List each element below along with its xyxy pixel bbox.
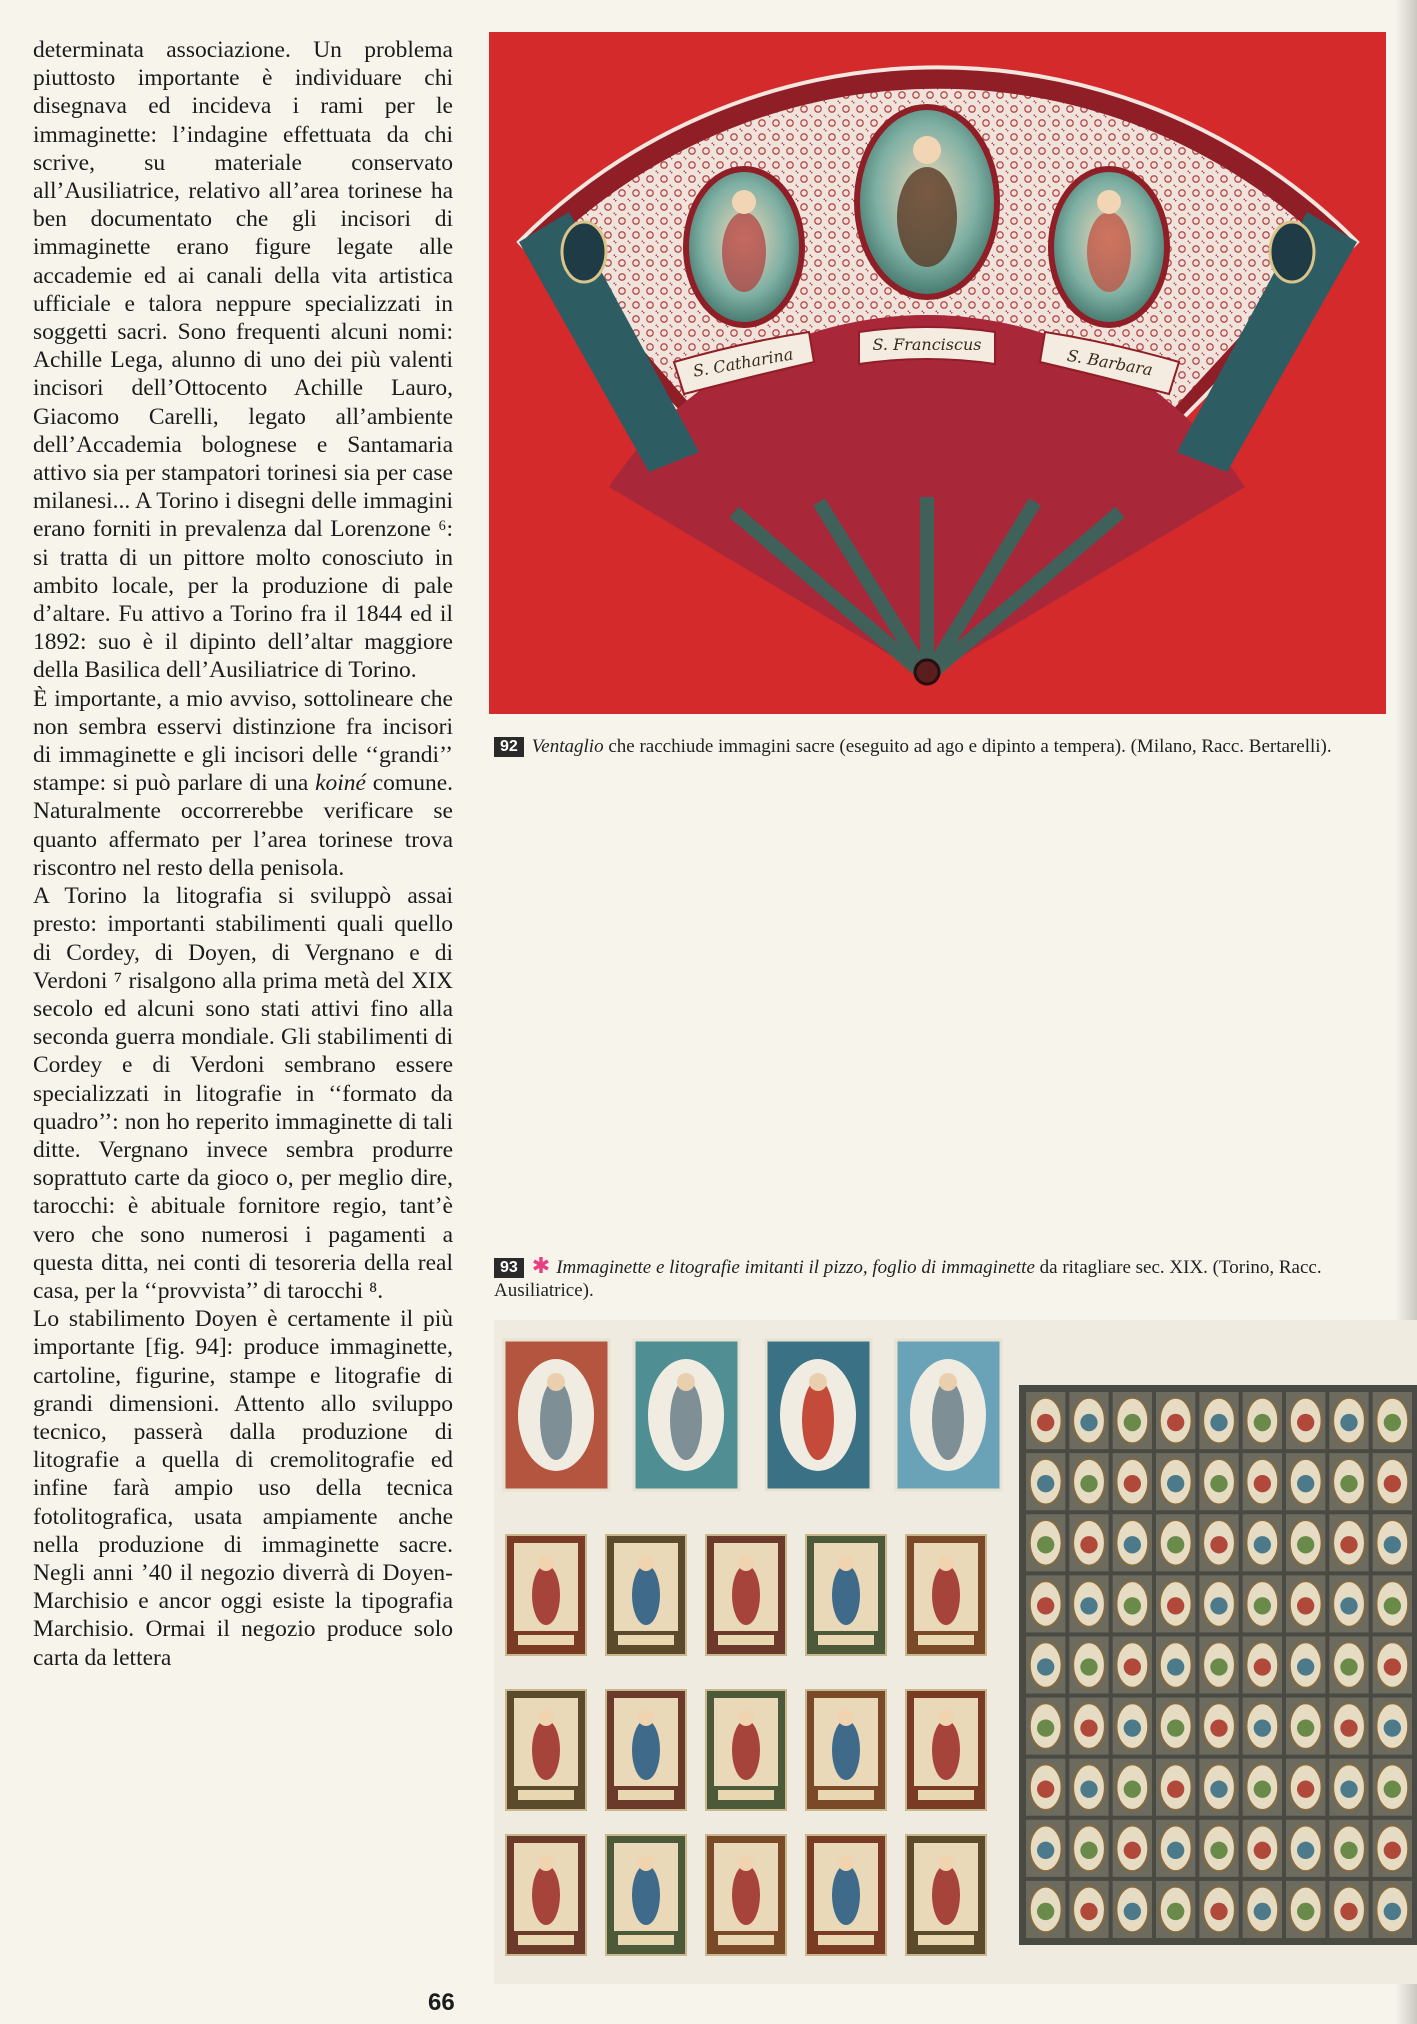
figure-92-number: 92: [494, 737, 524, 757]
saint-card: [906, 1835, 986, 1955]
figure-92-fan-image: [489, 32, 1386, 714]
asterisk-icon: ✱: [531, 1253, 551, 1278]
banner-label-barbara: S. Barbara: [1065, 345, 1155, 380]
lace-card: [504, 1340, 609, 1490]
paragraph-3: A Torino la litografia si sviluppò assai presto: importanti stabilimenti quali quello di Cordey, di Doyen, di Vergnano e di Verdoni ⁷ risalgono alla prima metà del XIX secolo ed alcuni sono stati attivi fino alla seconda guerra mondiale. Gli stabilimenti di Cordey e di Verdoni sembrano essere specializzati in litografie in ‘‘formato da quadro’’: non ho reperito immaginette di tali ditte. Vergnano invece sembra produrre soprattuto carte da gioco o, per meglio dire, tarocchi: è abituale fornitore regio, tant’è vero che sono numerosi i pagamenti a questa ditta, nei conti di tesoreria della real casa, per la ‘‘provvista’’ di tarocchi ⁸.: [33, 883, 453, 1304]
body-text-column: [33, 36, 453, 1672]
figure-93-number: 93: [494, 1258, 524, 1278]
lace-card: [896, 1340, 1001, 1490]
figure-93-caption: [494, 1254, 1384, 1302]
saint-card: [506, 1690, 586, 1810]
page-number: 66: [428, 1989, 455, 2016]
figure-92-caption-text: che racchiude immagini sacre (eseguito ad ago e dipinto a tempera). (Milano, Racc. Bertarelli).: [603, 736, 1332, 757]
saint-card: [906, 1690, 986, 1810]
saint-card: [606, 1535, 686, 1655]
lace-card: [766, 1340, 871, 1490]
saint-card: [806, 1690, 886, 1810]
paragraph-2-b: comune. Naturalmente occorrerebbe verificare se quanto affermato per l’area torinese trova riscontro nel resto della penisola.: [33, 770, 454, 881]
paragraph-2-a: È importante, a mio avviso, sottolineare che non sembra esservi distinzione fra incisori di immaginette e gli incisori delle ‘‘grandi’’ stampe: si può parlare di una: [33, 685, 453, 797]
saint-card: [806, 1835, 886, 1955]
figure-92-caption: [494, 735, 1374, 758]
paragraph-4: Lo stabilimento Doyen è certamente il più importante [fig. 94]: produce immaginette, cartoline, figurine, stampe e litografie di grandi dimensioni. Attento allo sviluppo tecnico, passerà dalla produzione di litografie a quella di cremolitografie ed infine farà ampio uso della tecnica fotolitografica, usata ampiamente anche nella produzione di immaginette sacre. Negli anni ’40 il negozio diverrà di Doyen-Marchisio e ancor oggi esiste la tipografia Marchisio. Ormai il negozio produce solo carta da lettera: [33, 1306, 453, 1671]
saint-card: [806, 1535, 886, 1655]
saint-card: [606, 1835, 686, 1955]
saint-card: [606, 1690, 686, 1810]
figure-93-caption-text: da ritagliare sec. XIX. (Torino, Racc. Ausiliatrice).: [494, 1257, 1322, 1301]
saint-card: [506, 1535, 586, 1655]
paragraph-2: [33, 685, 453, 882]
paragraph-1: determinata associazione. Un problema piuttosto importante è individuare chi disegnava ed incideva i rami per le immaginette: l’indagine effettuata da chi scrive, su materiale conservato all’Ausiliatrice, relativo all’area torinese ha ben documentato che gli incisori di immaginette erano figure legate alle accademie ed ai canali della vita artistica ufficiale e talora neppure specializzati in soggetti sacri. Sono frequenti alcuni nomi: Achille Lega, alunno di uno dei più valenti incisori dell’Ottocento Achille Lauro, Giacomo Carelli, legato all’ambiente dell’Accademia bolognese e Santamaria attivo sia per stampatori torinesi sia per case milanesi... A Torino i disegni delle immagini erano forniti in prevalenza dal Lorenzone ⁶: si tratta di un pittore molto conosciuto in ambito locale, per la produzione di pale d’altare. Fu attivo a Torino fra il 1844 ed il 1892: suo è il dipinto dell’altar maggiore della Basilica dell’Ausiliatrice di Torino.: [33, 37, 453, 684]
saint-card: [706, 1690, 786, 1810]
uncut-sheet-of-cards: [1019, 1385, 1417, 1945]
saint-card: [506, 1835, 586, 1955]
banner-label-catharina: S. Catharina: [691, 344, 795, 381]
saint-card: [706, 1835, 786, 1955]
figure-92-caption-italic: Ventaglio: [531, 736, 604, 757]
banner-label-franciscus: S. Franciscus: [872, 335, 982, 354]
saint-card: [706, 1535, 786, 1655]
paragraph-2-italic: koiné: [315, 770, 366, 797]
figure-93-holy-cards-image: [494, 1320, 1417, 1984]
saint-card: [906, 1535, 986, 1655]
figure-93-caption-italic: Immaginette e litografie imitanti il pizzo, foglio di immaginette: [556, 1257, 1035, 1278]
lace-card: [634, 1340, 739, 1490]
